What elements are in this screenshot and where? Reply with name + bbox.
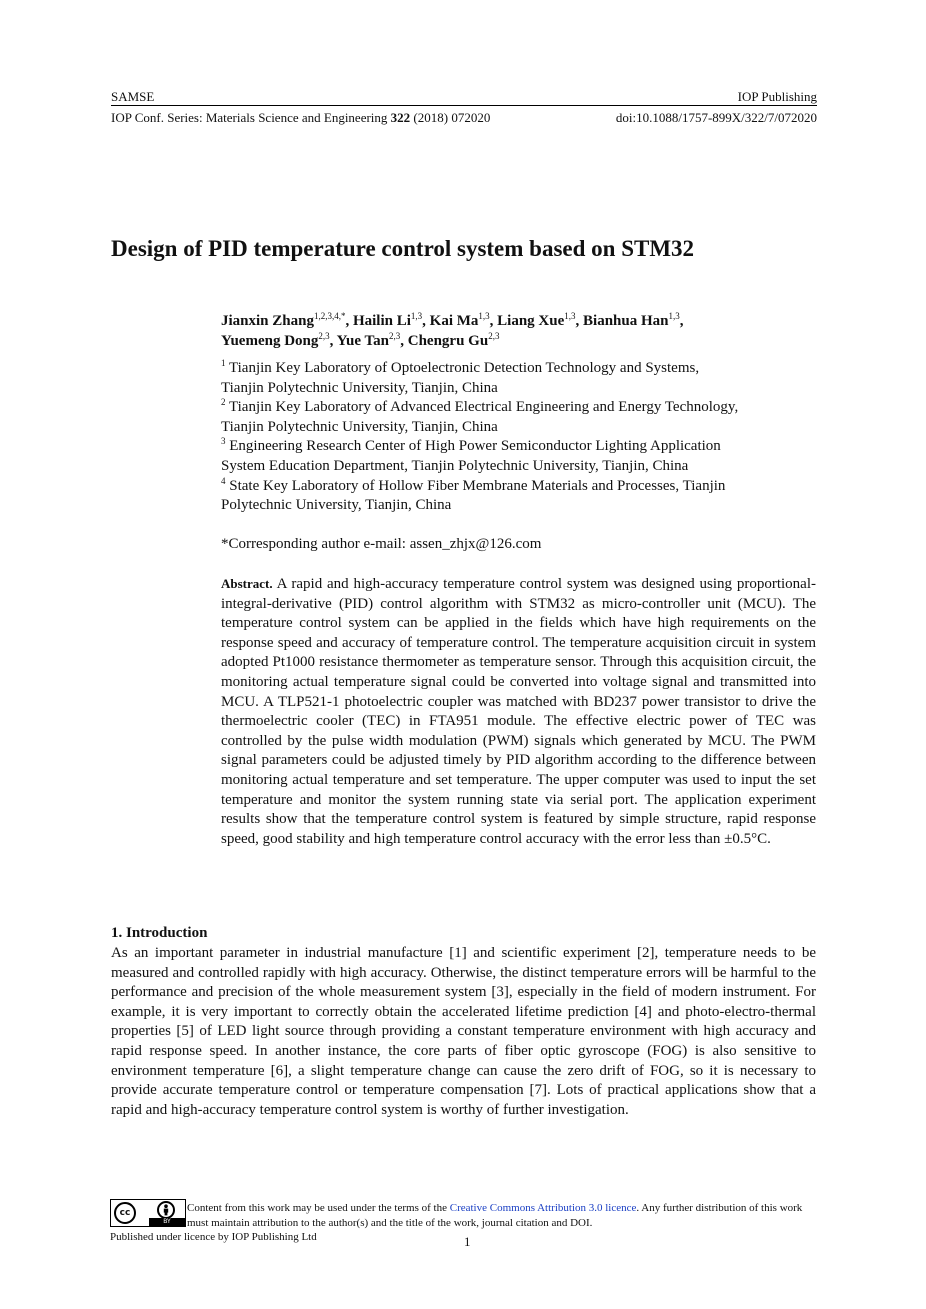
by-label: BY [149, 1218, 185, 1226]
affiliation: $^1$ Tianjin Key Laboratory of Optoelectronic Detection Technology and Systems, Tianjin Polytechnic University, Tianjin, China [221, 358, 700, 396]
abstract [221, 574, 816, 849]
section-heading: 1. Introduction [111, 925, 208, 941]
affiliation: $^3$ Engineering Research Center of High Power Semiconductor Lighting Application System Education Department, Tianjin Polytechnic University, Tianjin, China [221, 436, 721, 474]
citation-prefix: IOP Conf. Series: Materials Science and Engineering [111, 110, 391, 125]
author: Hailin Li$^{1,3}$, [352, 311, 430, 329]
affiliation: $^2$ Tianjin Key Laboratory of Advanced Electrical Engineering and Energy Technology, Tianjin Polytechnic University, Tianjin, China [221, 397, 739, 435]
citation-line [111, 110, 490, 126]
corresponding-author: *Corresponding author e-mail: assen_zhjx@126.com [221, 536, 542, 552]
header-rule [111, 105, 817, 106]
affiliation-list [221, 359, 821, 516]
running-header-publisher: IOP Publishing [737, 89, 817, 104]
author: Liang Xue$^{1,3}$, [497, 311, 584, 329]
paper-title: Design of PID temperature control system based on STM32 [111, 236, 695, 261]
abstract-text: A rapid and high-accuracy temperature control system was designed using proportional-integral-derivative (PID) control algorithm with STM32 as micro-controller unit (MCU). The temperature control system can be applied in the fields which have high requirements on the response speed and accuracy of temperature control. The temperature acquisition circuit in system adopted Pt1000 resistance thermometer as temperature sensor. Through this acquisition circuit, the monitoring actual temperature signal could be converted into voltage signal and transmitted into MCU. A TLP521-1 photoelectric coupler was matched with BD237 power transistor to drive the thermoelectric cooler (TEC) in FTA951 module. The effective electric power of TEC was controlled by the pulse width modulation (PWM) signals which generated by MCU. The PWM signal parameters could be adjusted timely by PID algorithm according to the difference between monitoring actual temperature and set temperature. The upper computer was used to input the set temperature and monitor the system running state via serial port. The application experiment results show that the temperature control system is featured by simple structure, rapid response speed, good stability and high temperature control accuracy with the error less than ±0.5°C. [221, 576, 816, 847]
cc-by-license-icon[interactable] [110, 1199, 186, 1227]
publisher-note: Published under licence by IOP Publishing Ltd [110, 1231, 317, 1243]
section-body: As an important parameter in industrial manufacture [1] and scientific experiment [2], temperature needs to be measured and controlled rapidly with high accuracy. Otherwise, the distinct temperature errors will be harmful to the performance and precision of the whole measurement system [3], especially in the field of modern instrument. For example, it is very important to correctly obtain the accelerated lifetime prediction [4] and photo-electro-thermal properties [5] of LED light source through providing a constant temperature environment with high accuracy and rapid response speed. In another instance, the core parts of fiber optic gyroscope (FOG) is also sensitive to environment temperature [6], a slight temperature change can cause the zero drift of FOG, so it is necessary to provide accurate temperature control or temperature compensation [7]. Lots of practical applications show that a rapid and high-accuracy temperature control system is worthy of further investigation. [111, 945, 816, 1118]
page-number: 1 [464, 1234, 471, 1249]
citation-volume: 322 [390, 110, 411, 125]
cc-icon: cc [114, 1202, 136, 1224]
author: Jianxin Zhang$^{1,2,3,4,*}$, [221, 311, 353, 329]
affiliation: $^4$ State Key Laboratory of Hollow Fiber Membrane Materials and Processes, Tianjin Polytechnic University, Tianjin, China [221, 475, 726, 514]
author: Yue Tan$^{2,3}$, [336, 331, 408, 349]
abstract-label: Abstract. [221, 576, 273, 591]
license-link[interactable]: Creative Commons Attribution 3.0 licence [449, 1202, 637, 1214]
author-list [221, 311, 821, 351]
author: Kai Ma$^{1,3}$, [429, 311, 498, 329]
author: Bianhua Han$^{1,3}$, [583, 311, 684, 329]
author: Yuemeng Dong$^{2,3}$, [221, 331, 337, 349]
attribution-person-icon [157, 1201, 175, 1219]
citation-suffix: (2018) 072020 [410, 110, 491, 125]
running-header-conference: SAMSE [111, 89, 155, 104]
doi[interactable]: doi:10.1088/1757-899X/322/7/072020 [615, 110, 817, 125]
license-text: Content from this work may be used under the terms of the Creative Commons Attribution 3.0 licence. Any further distribution of this work must maintain attribution to the author(s) and the title of the work, journal citation and DOI. [187, 1202, 803, 1229]
author: Chengru Gu$^{2,3}$ [407, 331, 500, 349]
